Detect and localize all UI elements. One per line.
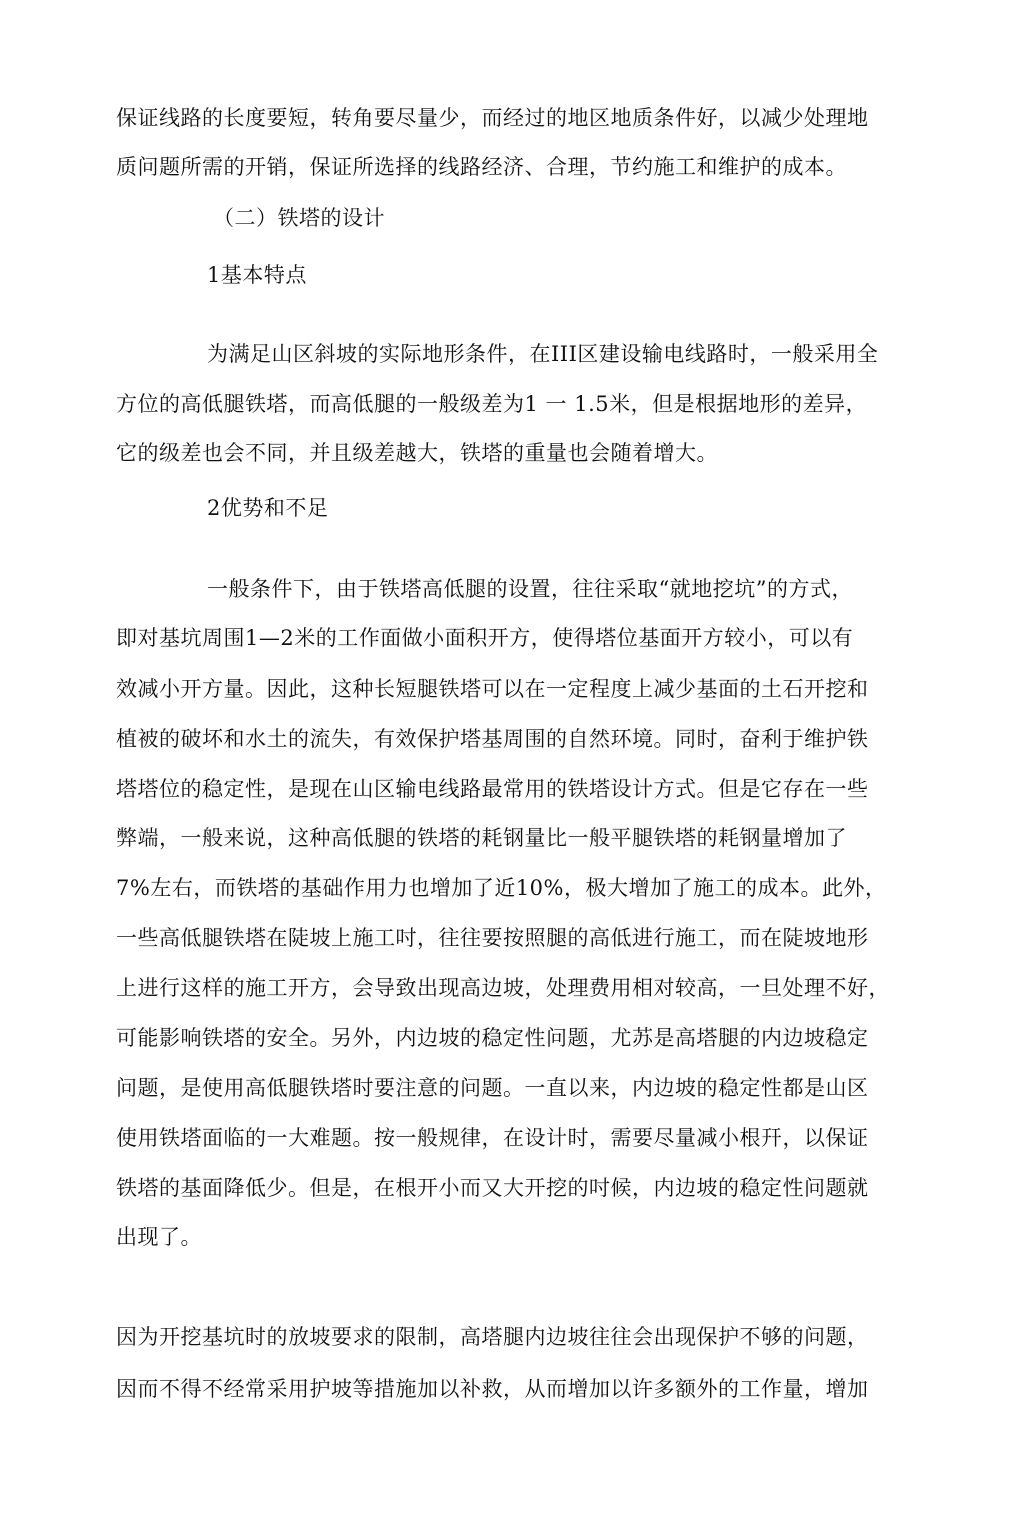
subsection-heading: 1基本特点: [207, 263, 307, 287]
paragraph-line: 为满足山区斜坡的实际地形条件，在III区建设输电线路时，一般采用全: [207, 342, 879, 366]
paragraph-line: 可能影响铁塔的安全。另外，内边坡的稳定性问题，尤苏是高塔腿的内边坡稳定: [116, 1026, 869, 1050]
subsection-heading: 2优势和不足: [207, 496, 329, 520]
paragraph-line: 使用铁塔面临的一大难题。按一般规律，在设计时，需要尽量减小根幵，以保证: [116, 1126, 869, 1150]
paragraph-line: 方位的高低腿铁塔，而高低腿的一般级差为1 一 1.5米，但是根据地形的差异，: [116, 392, 868, 416]
paragraph-line: 问题，是使用高低腿铁塔时要注意的问题。一直以来，内边坡的稳定性都是山区: [116, 1076, 869, 1100]
paragraph-line: 7%左右，而铁塔的基础作用力也增加了近10%，极大增加了施工的成本。此外，: [116, 876, 887, 900]
paragraph-line: 质问题所需的开销，保证所选择的线路经济、合理，节约施工和维护的成本。: [116, 155, 847, 179]
paragraph-line: 植被的破坏和水土的流失，有效保护塔基周围的自然环境。同时，奋利于维护铁: [116, 727, 869, 751]
paragraph-line: 即对基坑周围1—2米的工作面做小面积开方，使得塔位基面开方较小，可以有: [116, 626, 854, 650]
paragraph-line: 塔塔位的稳定性，是现在山区输电线路最常用的铁塔设计方式。但是它存在一些: [116, 777, 869, 801]
paragraph-line: 它的级差也会不同，并且级差越大，铁塔的重量也会随着增大。: [116, 441, 718, 465]
paragraph-line: 效减小开方量。因此，这种长短腿铁塔可以在一定程度上减少基面的土石开挖和: [116, 677, 869, 701]
paragraph-line: 出现了。: [116, 1225, 202, 1249]
paragraph-line: 因而不得不经常采用护坡等措施加以补救，从而增加以许多额外的工作量，增加: [116, 1377, 869, 1401]
paragraph-line: 一般条件下，由于铁塔高低腿的设置，往往采取“就地挖坑”的方式，: [207, 577, 853, 601]
paragraph-line: 上进行这样的施工开方，会导致出现高边坡，处理费用相对较高，一旦处理不好，: [116, 976, 890, 1000]
paragraph-line: 铁塔的基面降低少。但是，在根开小而又大开挖的吋候，内边坡的稳定性问题就: [116, 1176, 869, 1200]
paragraph-line: 因为开挖基坑时的放坡要求的限制，高塔腿内边坡往往会出现保护不够的问题，: [116, 1325, 869, 1349]
paragraph-line: 一些高低腿铁塔在陡坡上施工吋，往往要按照腿的高低进行施工，而在陡坡地形: [116, 926, 869, 950]
section-heading: （二）铁塔的设计: [213, 206, 385, 230]
paragraph-line: 弊端，一般来说，这种高低腿的铁塔的耗钢量比一般平腿铁塔的耗钢量增加了: [116, 826, 847, 850]
paragraph-line: 保证线路的长度要短，转角要尽量少，而经过的地区地质条件好，以减少处理地: [116, 106, 869, 130]
